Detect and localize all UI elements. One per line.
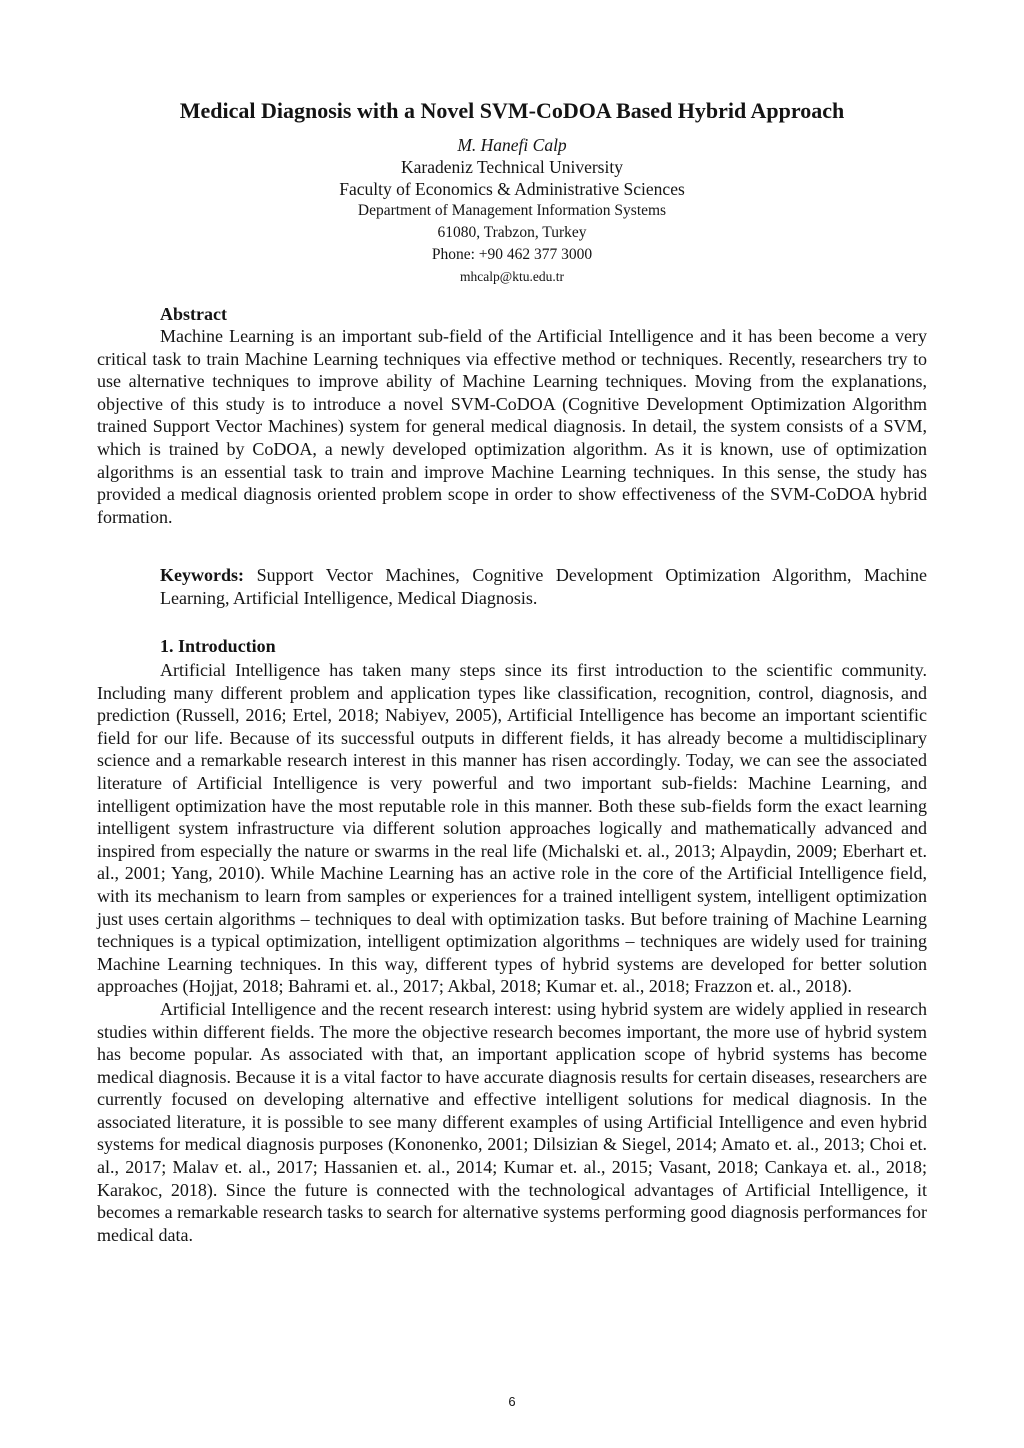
author-university: Karadeniz Technical University (401, 157, 623, 177)
paper-title: Medical Diagnosis with a Novel SVM-CoDOA Based Hybrid Approach (179, 98, 845, 123)
author-block (0, 134, 1024, 288)
keywords-label: Keywords: (160, 565, 244, 585)
abstract-heading: Abstract (160, 304, 227, 324)
keywords-section (160, 564, 927, 609)
introduction-heading: 1. Introduction (160, 636, 276, 656)
author-faculty: Faculty of Economics & Administrative Sciences (339, 179, 685, 199)
author-department: Department of Management Information Systems (357, 202, 667, 219)
page-number: 6 (508, 1394, 516, 1409)
author-address: 61080, Trabzon, Turkey (437, 224, 587, 241)
keywords-text: Support Vector Machines, Cognitive Development Optimization Algorithm, Machine Learning, Artificial Intelligence, Medical Diagnosis. (160, 565, 927, 608)
author-phone: Phone: +90 462 377 3000 (431, 246, 593, 263)
introduction-section (97, 659, 927, 1246)
introduction-paragraph: Artificial Intelligence and the recent research interest: using hybrid system are widely applied in research studies within different fields. The more the objective research becomes important, the more use of hybrid system has become popular. As associated with that, an important application scope of hybrid systems has become medical diagnosis. Because it is a vital factor to have accurate diagnosis results for certain diseases, researchers are currently focused on developing alternative and effective intelligent solutions for medical diagnosis. In the associated literature, it is possible to see many different examples of using Artificial Intelligence and even hybrid systems for medical diagnosis purposes (Kononenko, 2001; Dilsizian & Siegel, 2014; Amato et. al., 2013; Choi et. al., 2017; Malav et. al., 2017; Hassanien et. al., 2014; Kumar et. al., 2015; Vasant, 2018; Cankaya et. al., 2018; Karakoc, 2018). Since the future is connected with the technological advantages of Artificial Intelligence, it becomes a remarkable research tasks to search for alternative systems performing good diagnosis performances for medical data. (97, 998, 927, 1245)
author-name: M. Hanefi Calp (457, 135, 567, 155)
introduction-paragraph: Artificial Intelligence has taken many steps since its first introduction to the scientific community. Including many different problem and application types like classification, recognition, control, diagnosis, and prediction (Russell, 2016; Ertel, 2018; Nabiyev, 2005), Artificial Intelligence has become an important scientific field for our life. Because of its successful outputs in different fields, it has already become a multidisciplinary science and a remarkable research interest in this manner has risen accordingly. Today, we can see the associated literature of Artificial Intelligence is very powerful and two important sub-fields: Machine Learning, and intelligent optimization have the most reputable role in this manner. Both these sub-fields form the exact learning intelligent system infrastructure via different solution approaches logically and mathematically advanced and inspired from especially the nature or swarms in the real life (Michalski et. al., 2013; Alpaydin, 2009; Eberhart et. al., 2001; Yang, 2010). While Machine Learning has an active role in the core of the Artificial Intelligence field, with its mechanism to learn from samples or experiences for a trained intelligent system, intelligent optimization just uses certain algorithms – techniques to deal with optimization tasks. But before training of Machine Learning techniques is a typical optimization, intelligent optimization algorithms – techniques are widely used for training Machine Learning techniques. In this way, different types of hybrid systems are developed for better solution approaches (Hojjat, 2018; Bahrami et. al., 2017; Akbal, 2018; Kumar et. al., 2018; Frazzon et. al., 2018). (97, 660, 927, 997)
abstract-section (97, 325, 927, 528)
author-email: mhcalp@ktu.edu.tr (460, 269, 564, 284)
abstract-text: Machine Learning is an important sub-field of the Artificial Intelligence and it has been become a very critical task to train Machine Learning techniques via effective method or techniques. Recently, researchers try to use alternative techniques to improve ability of Machine Learning techniques. Moving from the explanations, objective of this study is to introduce a novel SVM-CoDOA (Cognitive Development Optimization Algorithm trained Support Vector Machines) system for general medical diagnosis. In detail, the system consists of a SVM, which is trained by CoDOA, a newly developed optimization algorithm. As it is known, use of optimization algorithms is an essential task to train and improve Machine Learning techniques. In this sense, the study has provided a medical diagnosis oriented problem scope in order to show effectiveness of the SVM-CoDOA hybrid formation. (97, 326, 927, 527)
